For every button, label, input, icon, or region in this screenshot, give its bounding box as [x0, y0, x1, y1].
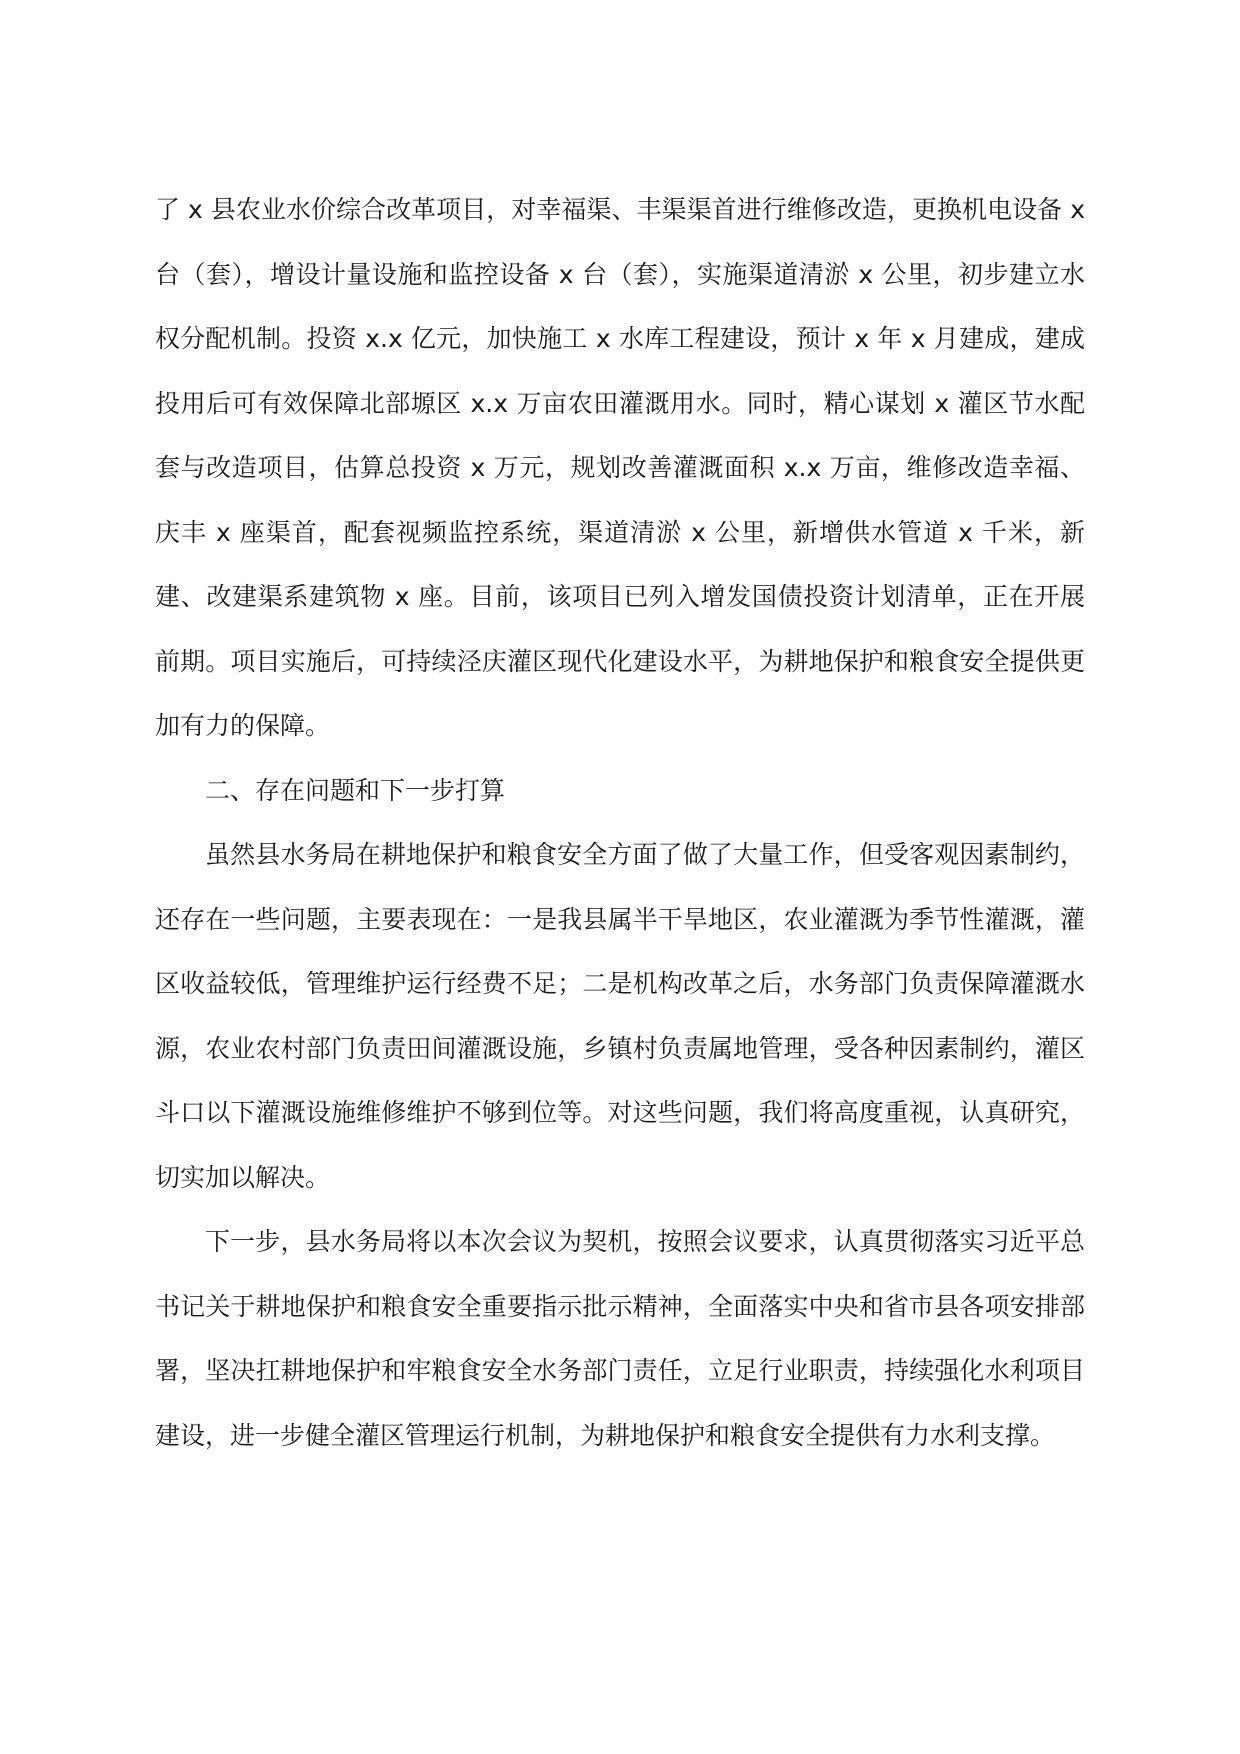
paragraph-next-steps: 下一步，县水务局将以本次会议为契机，按照会议要求，认真贯彻落实习近平总书记关于耕地保护和粮食安全重要指示批示精神，全面落实中央和省市县各项安排部署，坚决扛耕地保护和牢粮食安全水务部门责任，立足行业职责，持续强化水利项目建设，进一步健全灌区管理运行机制，为耕地保护和粮食安全提供有力水利支撑。: [155, 1227, 1085, 1450]
section-heading: 二、存在问题和下一步打算: [205, 775, 506, 805]
document-page: [155, 178, 1085, 1468]
paragraph-continuation: 了 x 县农业水价综合改革项目，对幸福渠、丰渠渠首进行维修改造，更换机电设备 x 台（套），增设计量设施和监控设备 x 台（套），实施渠道清淤 x 公里，初步建立水权分配机制。投资 x.x 亿元，加快施工 x 水库工程建设，预计 x 年 x 月建成，建成投用后可有效保障北部塬区 x.x 万亩农田灌溉用水。同时，精心谋划 x 灌区节水配套与改造项目，估算总投资 x 万元，规划改善灌溉面积 x.x 万亩，维修改造幸福、庆丰 x 座渠首，配套视频监控系统，渠道清淤 x 公里，新增供水管道 x 千米，新建、改建渠系建筑物 x 座。目前，该项目已列入增发国债投资计划清单，正在开展前期。项目实施后，可持续泾庆灌区现代化建设水平，为耕地保护和粮食安全提供更加有力的保障。: [155, 195, 1085, 740]
paragraph-problems: 虽然县水务局在耕地保护和粮食安全方面了做了大量工作，但受客观因素制约，还存在一些问题，主要表现在：一是我县属半干旱地区，农业灌溉为季节性灌溉，灌区收益较低，管理维护运行经费不足；二是机构改革之后，水务部门负责保障灌溉水源，农业农村部门负责田间灌溉设施，乡镇村负责属地管理，受各种因素制约，灌区斗口以下灌溉设施维修维护不够到位等。对这些问题，我们将高度重视，认真研究，切实加以解决。: [155, 840, 1085, 1192]
